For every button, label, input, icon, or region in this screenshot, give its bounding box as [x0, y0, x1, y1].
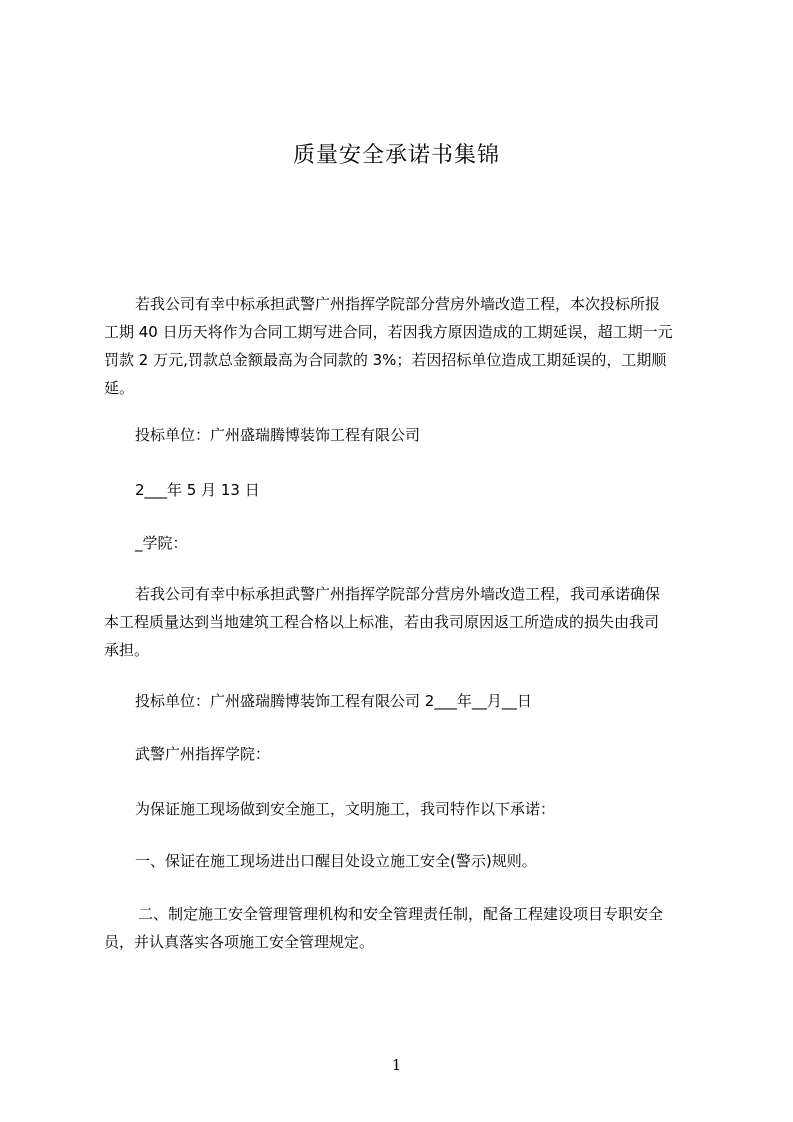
bidder-line — [104, 421, 700, 449]
paragraph-line: 延。 — [104, 379, 135, 397]
commitment-intro — [104, 795, 700, 823]
paragraph-line: 承担。 — [104, 641, 150, 659]
paragraph-line: 罚款 2 万元,罚款总金额最高为合同款的 3%；若因招标单位造成工期延误的，工期顺 — [104, 351, 667, 369]
page-number: 1 — [391, 1056, 402, 1074]
commitment-item-2 — [104, 900, 700, 956]
addressee-line-2 — [104, 740, 700, 768]
bidder-date-text: 投标单位：广州盛瑞腾博装饰工程有限公司 2___年__月__日 — [135, 692, 532, 710]
date-text: 2___年 5 月 13 日 — [135, 481, 260, 499]
paragraph-line: 本工程质量达到当地建筑工程合格以上标准，若由我司原因返工所造成的损失由我司 — [104, 613, 660, 631]
paragraph-line: 若我公司有幸中标承担武警广州指挥学院部分营房外墙改造工程，本次投标所报 — [135, 295, 661, 313]
bidder-text: 投标单位：广州盛瑞腾博装饰工程有限公司 — [135, 426, 421, 444]
addressee-text: 武警广州指挥学院： — [135, 745, 271, 763]
item-text: 一、保证在施工现场进出口醒目处设立施工安全(警示)规则。 — [135, 852, 537, 870]
paragraph-line: 工期 40 日历天将作为合同工期写进合同，若因我方原因造成的工期延误，超工期一元 — [104, 323, 673, 341]
intro-text: 为保证施工现场做到安全施工，文明施工，我司特作以下承诺： — [135, 800, 556, 818]
commitment-item-1 — [104, 847, 700, 875]
paragraph-line: 若我公司有幸中标承担武警广州指挥学院部分营房外墙改造工程，我司承诺确保 — [135, 585, 661, 603]
bidder-date-line — [104, 687, 700, 715]
paragraph-quality — [104, 580, 700, 664]
document-title: 质量安全承诺书集锦 — [292, 143, 500, 168]
paragraph-line: 员，并认真落实各项施工安全管理规定。 — [104, 933, 375, 951]
date-line — [104, 476, 700, 504]
paragraph-bid-schedule — [104, 290, 700, 402]
addressee-text: _学院： — [135, 534, 188, 552]
addressee-line — [104, 529, 700, 557]
paragraph-line: 二、制定施工安全管理管理机构和安全管理责任制，配备工程建设项目专职安全 — [138, 905, 664, 923]
